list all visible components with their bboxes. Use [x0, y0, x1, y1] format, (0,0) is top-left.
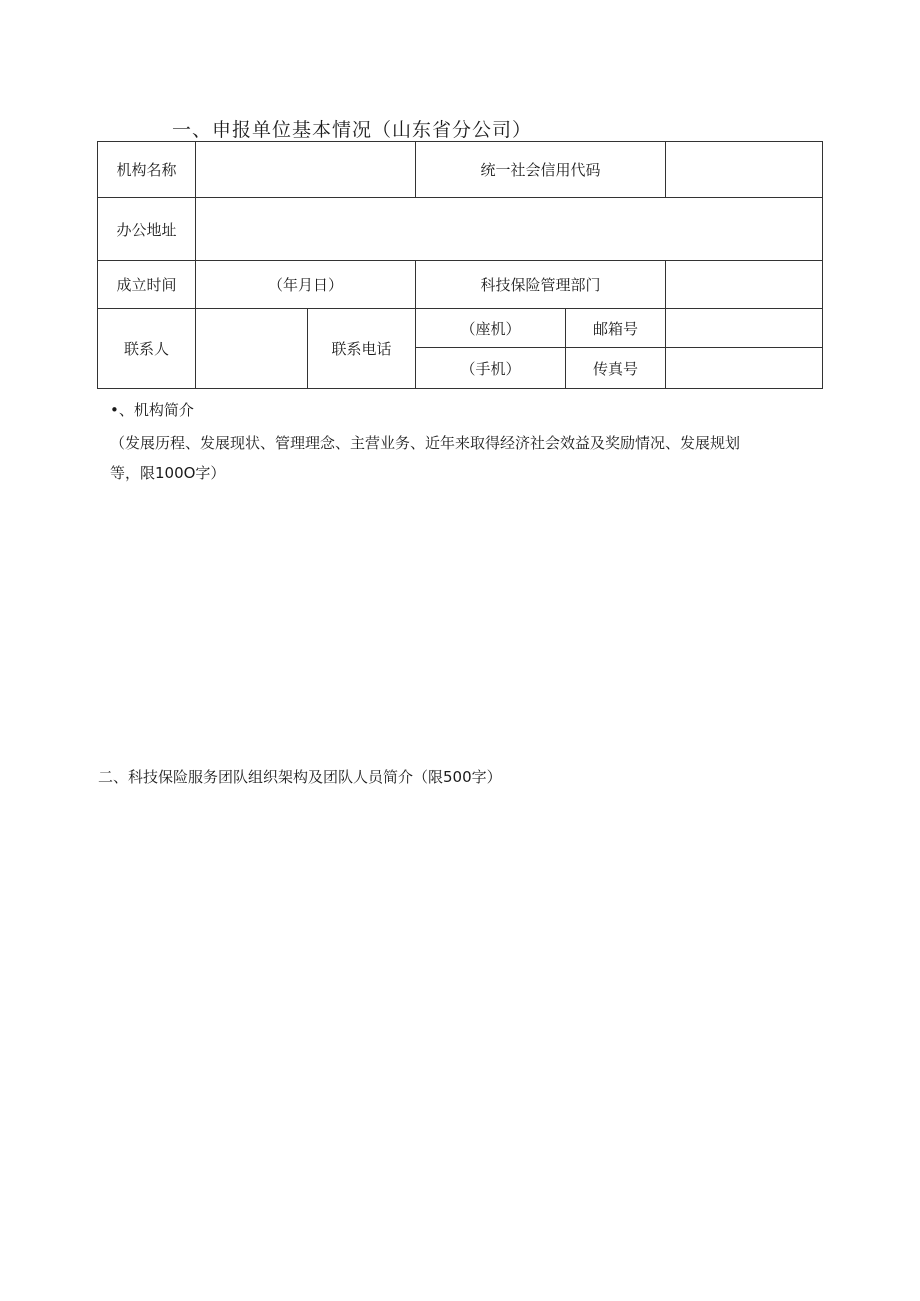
address-label: 办公地址 — [98, 198, 196, 261]
address-field[interactable] — [196, 198, 823, 261]
org-name-field[interactable] — [196, 142, 416, 198]
dept-label: 科技保险管理部门 — [416, 261, 666, 309]
team-intro-heading: 二、科技保险服务团队组织架构及团队人员简介（限500字） — [98, 768, 502, 786]
table-row — [98, 309, 823, 348]
founded-label: 成立时间 — [98, 261, 196, 309]
table-row — [98, 261, 823, 309]
mobile-field[interactable]: （手机） — [416, 348, 566, 389]
org-intro-note-line2: 等，限100O字） — [110, 464, 226, 482]
org-intro-note-line1: （发展历程、发展现状、管理理念、主营业务、近年来取得经济社会效益及奖励情况、发展规划 — [110, 434, 741, 452]
contact-field[interactable] — [196, 309, 308, 389]
contact-label: 联系人 — [98, 309, 196, 389]
org-intro-note — [110, 428, 822, 488]
org-intro-heading: •、机构简介 — [110, 401, 194, 419]
fax-field[interactable] — [666, 348, 823, 389]
credit-code-field[interactable] — [666, 142, 823, 198]
dept-field[interactable] — [666, 261, 823, 309]
phone-label: 联系电话 — [308, 309, 416, 389]
founded-field[interactable]: （年月日） — [196, 261, 416, 309]
basic-info-table — [97, 141, 823, 389]
table-row — [98, 198, 823, 261]
fax-label: 传真号 — [566, 348, 666, 389]
credit-code-label: 统一社会信用代码 — [416, 142, 666, 198]
page-title: 一、申报单位基本情况（山东省分公司） — [172, 119, 533, 141]
table-row — [98, 142, 823, 198]
email-label: 邮箱号 — [566, 309, 666, 348]
org-name-label: 机构名称 — [98, 142, 196, 198]
landline-field[interactable]: （座机） — [416, 309, 566, 348]
email-field[interactable] — [666, 309, 823, 348]
